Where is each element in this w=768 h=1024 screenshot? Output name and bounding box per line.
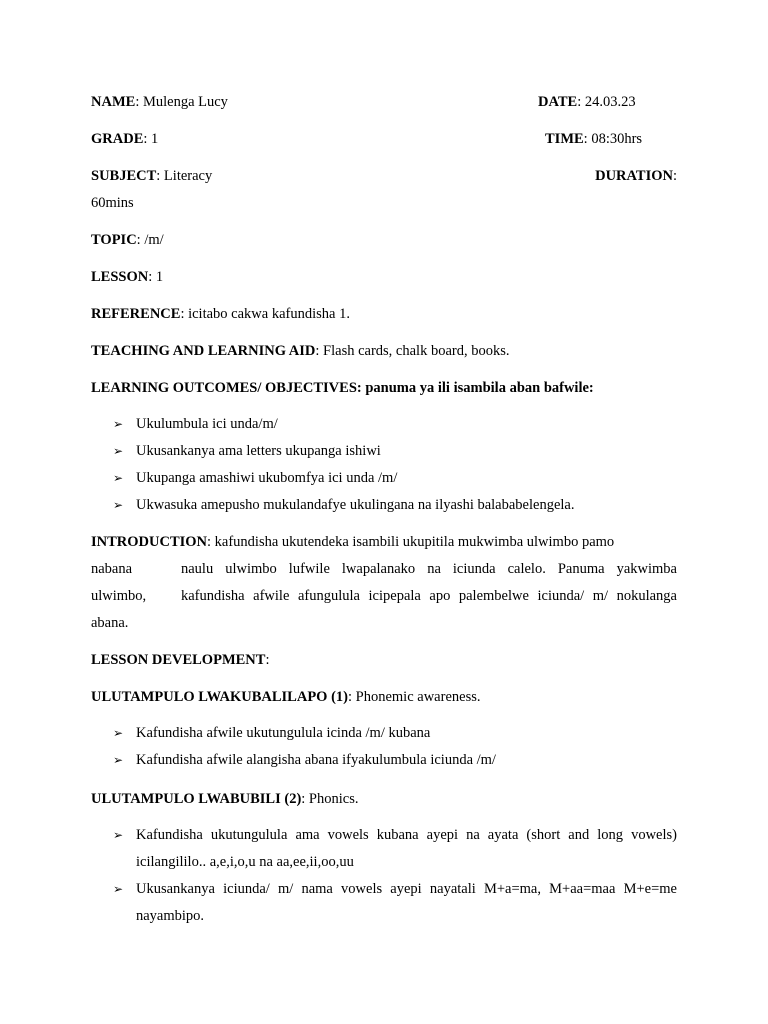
list-item xyxy=(91,876,677,930)
list-item xyxy=(91,492,677,519)
arrow-bullet-icon: ➢ xyxy=(113,471,124,485)
grade-label: GRADE xyxy=(91,131,144,147)
outcomes-heading-text: LEARNING OUTCOMES/ OBJECTIVES: panuma ya ili isambila aban bafwile: xyxy=(91,380,594,396)
aid-value: : Flash cards, chalk board, books. xyxy=(315,343,510,359)
step1-heading xyxy=(91,689,677,706)
step2-value: : Phonics. xyxy=(301,791,359,807)
list-item xyxy=(91,720,677,747)
date-value: : 24.03.23 xyxy=(577,94,636,110)
list-item-text: Ukulumbula ici unda/m/ xyxy=(136,416,278,432)
list-item-text: Kafundisha afwile alangisha abana ifyakulumbula iciunda /m/ xyxy=(136,752,496,768)
date-line xyxy=(538,94,636,111)
topic-value: : /m/ xyxy=(136,232,164,248)
step1-value: : Phonemic awareness. xyxy=(348,689,481,705)
intro-line-1 xyxy=(91,529,677,556)
step2-label: ULUTAMPULO LWABUBILI (2) xyxy=(91,791,302,807)
time-line xyxy=(545,131,642,148)
topic-label: TOPIC xyxy=(91,232,137,248)
arrow-bullet-icon: ➢ xyxy=(113,726,124,740)
lesson-label: LESSON xyxy=(91,269,149,285)
intro-text-2b: naulu ulwimbo lufwile lwapalanako na iciunda calelo. Panuma yakwimba xyxy=(181,561,677,577)
list-item xyxy=(91,411,677,438)
list-item-text: Ukupanga amashiwi ukubomfya ici unda /m/ xyxy=(136,470,398,486)
duration-colon: : xyxy=(672,168,677,184)
arrow-bullet-icon: ➢ xyxy=(113,417,124,431)
subject-label: SUBJECT xyxy=(91,168,157,184)
introduction-label: INTRODUCTION xyxy=(91,534,208,550)
step2-list xyxy=(91,822,677,930)
grade-value: : 1 xyxy=(143,131,159,147)
intro-line-2 xyxy=(91,556,677,583)
list-item xyxy=(91,747,677,774)
duration-line xyxy=(595,168,677,185)
intro-text-3b: kafundisha afwile afungulula icipepala apo palembelwe iciunda/ m/ nokulanga xyxy=(181,588,677,604)
time-label: TIME xyxy=(545,131,584,147)
list-item-text: Kafundisha afwile ukutungulula icinda /m/ kubana xyxy=(136,725,431,741)
intro-text-3a: ulwimbo, xyxy=(91,588,147,604)
step2-heading xyxy=(91,791,677,808)
outcomes-heading xyxy=(91,380,677,397)
name-label: NAME xyxy=(91,94,136,110)
topic-line xyxy=(91,232,677,249)
development-colon: : xyxy=(265,652,270,668)
list-item-text: Ukwasuka amepusho mukulandafye ukulingana na ilyashi balababelengela. xyxy=(136,497,575,513)
aid-label: TEACHING AND LEARNING AID xyxy=(91,343,316,359)
lesson-value: : 1 xyxy=(148,269,164,285)
intro-text-2a: nabana xyxy=(91,561,133,577)
name-value: : Mulenga Lucy xyxy=(135,94,228,110)
list-item xyxy=(91,822,677,876)
intro-text-4: abana. xyxy=(91,615,129,631)
arrow-bullet-icon: ➢ xyxy=(113,753,124,767)
list-item-text: Ukusankanya iciunda/ m/ nama vowels ayepi nayatali M+a=ma, M+aa=maa M+e=me nayambipo. xyxy=(136,881,677,924)
list-item xyxy=(91,465,677,492)
intro-line-3 xyxy=(91,583,677,610)
lesson-line xyxy=(91,269,677,286)
step1-label: ULUTAMPULO LWAKUBALILAPO (1) xyxy=(91,689,348,705)
arrow-bullet-icon: ➢ xyxy=(113,882,124,896)
aid-line xyxy=(91,343,677,360)
subject-line xyxy=(91,168,677,185)
arrow-bullet-icon: ➢ xyxy=(113,444,124,458)
development-heading xyxy=(91,652,677,669)
time-value: : 08:30hrs xyxy=(583,131,643,147)
subject-value: : Literacy xyxy=(156,168,213,184)
reference-label: REFERENCE xyxy=(91,306,181,322)
step1-list xyxy=(91,720,677,774)
list-item-text: Ukusankanya ama letters ukupanga ishiwi xyxy=(136,443,381,459)
arrow-bullet-icon: ➢ xyxy=(113,498,124,512)
outcomes-list xyxy=(91,411,677,519)
arrow-bullet-icon: ➢ xyxy=(113,828,124,842)
introduction-paragraph xyxy=(91,529,677,637)
duration-value: 60mins xyxy=(91,195,134,211)
intro-text-1: : kafundisha ukutendeka isambili ukupitila mukwimba ulwimbo pamo xyxy=(207,534,615,550)
date-label: DATE xyxy=(538,94,578,110)
reference-line xyxy=(91,306,677,323)
list-item xyxy=(91,438,677,465)
reference-value: : icitabo cakwa kafundisha 1. xyxy=(180,306,350,322)
list-item-text: Kafundisha ukutungulula ama vowels kubana ayepi na ayata (short and long vowels) icilangililo.. a,e,i,o,u na aa,ee,ii,oo,uu xyxy=(136,827,677,870)
development-heading-text: LESSON DEVELOPMENT xyxy=(91,652,266,668)
duration-label: DURATION xyxy=(595,168,673,184)
